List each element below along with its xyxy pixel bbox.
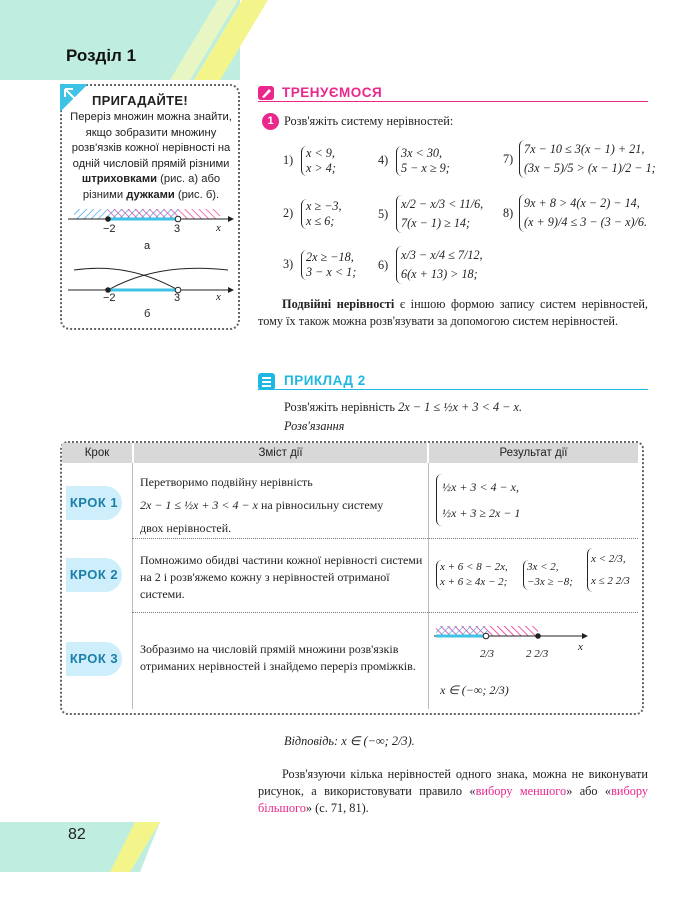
- rule-link-smaller[interactable]: вибору меншого: [475, 784, 567, 798]
- table-divider-2: [428, 463, 429, 709]
- fig-a-tick-right: 3: [174, 223, 181, 235]
- step-1-result: ½x + 3 < 4 − x, ½x + 3 ≥ 2x − 1: [436, 474, 520, 526]
- step-3-axis: x: [578, 641, 583, 653]
- fig-a-axis: x: [216, 222, 221, 234]
- table-divider-1: [132, 463, 133, 709]
- remember-title: ПРИГАДАЙТЕ!: [92, 93, 189, 108]
- remember-text: Переріз множин можна знайти, якщо зобразити множину розв'язків кожної нерівності на одній числовій прямій різними штриховками (рис. а) або різними дужками (рис. б).: [70, 111, 232, 201]
- example-task: Розв'яжіть нерівність 2x − 1 ≤ ½x + 3 < 4 − x.: [284, 400, 523, 414]
- step-2-content: Помножимо обидві частини кожної нерівності системи на 2 і розв'яжемо кожну з нерівностей отриманої системи.: [140, 553, 423, 601]
- step-2-result-c: x < 2/3, x ≤ 2 2/3: [587, 548, 630, 592]
- rule-link-larger[interactable]: вибору більшого: [258, 784, 649, 815]
- task-number: 1: [262, 113, 279, 130]
- training-heading: ТРЕНУЄМОСЯ: [282, 85, 383, 100]
- answer: Відповідь: x ∈ (−∞; 2/3).: [284, 734, 415, 748]
- step-1-badge: КРОК 1: [66, 486, 122, 520]
- task-text: Розв'яжіть систему нерівностей:: [284, 114, 454, 128]
- fig-a-label: а: [144, 240, 151, 252]
- step-3-result: x ∈ (−∞; 2/3): [440, 683, 509, 697]
- example-heading: ПРИКЛАД 2: [284, 373, 366, 388]
- example-underline: [258, 389, 648, 390]
- step-1-content: Перетворимо подвійну нерівність 2x − 1 ≤ ½x + 3 < 4 − x на рівносильну систему двох нерівностей.: [140, 475, 384, 535]
- pencil-icon: [257, 84, 277, 102]
- table-header-step: Крок: [62, 443, 132, 463]
- fig-b-tick-right: 3: [174, 292, 181, 304]
- fig-b-label: б: [144, 308, 151, 320]
- figure-b-number-line: [68, 262, 234, 298]
- footer-band: [0, 822, 200, 872]
- step-2-result-a: x + 6 < 8 − 2x, x + 6 ≥ 4x − 2;: [436, 560, 508, 590]
- step-3-badge: КРОК 3: [66, 642, 122, 676]
- table-row-separator-1: [132, 538, 638, 539]
- closing-paragraph: Розв'язуючи кілька нерівностей одного знака, можна не виконувати рисунок, а використовувати правило «вибору меншого» або «вибору більшого» (с. 71, 81).: [258, 767, 649, 815]
- fig-b-tick-left: −2: [103, 292, 116, 304]
- step-3-tick-right: 2 2/3: [526, 648, 549, 660]
- table-header-content: Зміст дії: [134, 443, 427, 463]
- training-underline: [258, 101, 648, 102]
- step-2-result-b: 3x < 2, −3x ≥ −8;: [523, 560, 573, 590]
- double-inequalities-paragraph: Подвійні нерівності є іншою формою запису систем нерівностей, тому їх також можна розв'язувати за допомогою систем нерівностей.: [258, 297, 649, 328]
- table-header-result: Результат дії: [429, 443, 638, 463]
- table-row-separator-2: [132, 612, 638, 613]
- corner-arrow-icon: [60, 84, 88, 112]
- step-3-tick-left: 2/3: [480, 648, 495, 660]
- section-title: Розділ 1: [66, 46, 137, 65]
- fig-b-axis: x: [216, 291, 221, 303]
- step-3-number-line: [434, 620, 590, 648]
- solution-label: Розв'язання: [284, 419, 345, 433]
- step-3-content: Зобразимо на числовій прямій множини розв'язків отриманих нерівностей і знайдемо переріз проміжків.: [140, 642, 416, 673]
- step-2-badge: КРОК 2: [66, 558, 122, 592]
- figure-a-number-line: [68, 206, 234, 236]
- fig-a-tick-left: −2: [103, 223, 116, 235]
- page-number: 82: [68, 826, 86, 843]
- header-stripes: [170, 0, 270, 80]
